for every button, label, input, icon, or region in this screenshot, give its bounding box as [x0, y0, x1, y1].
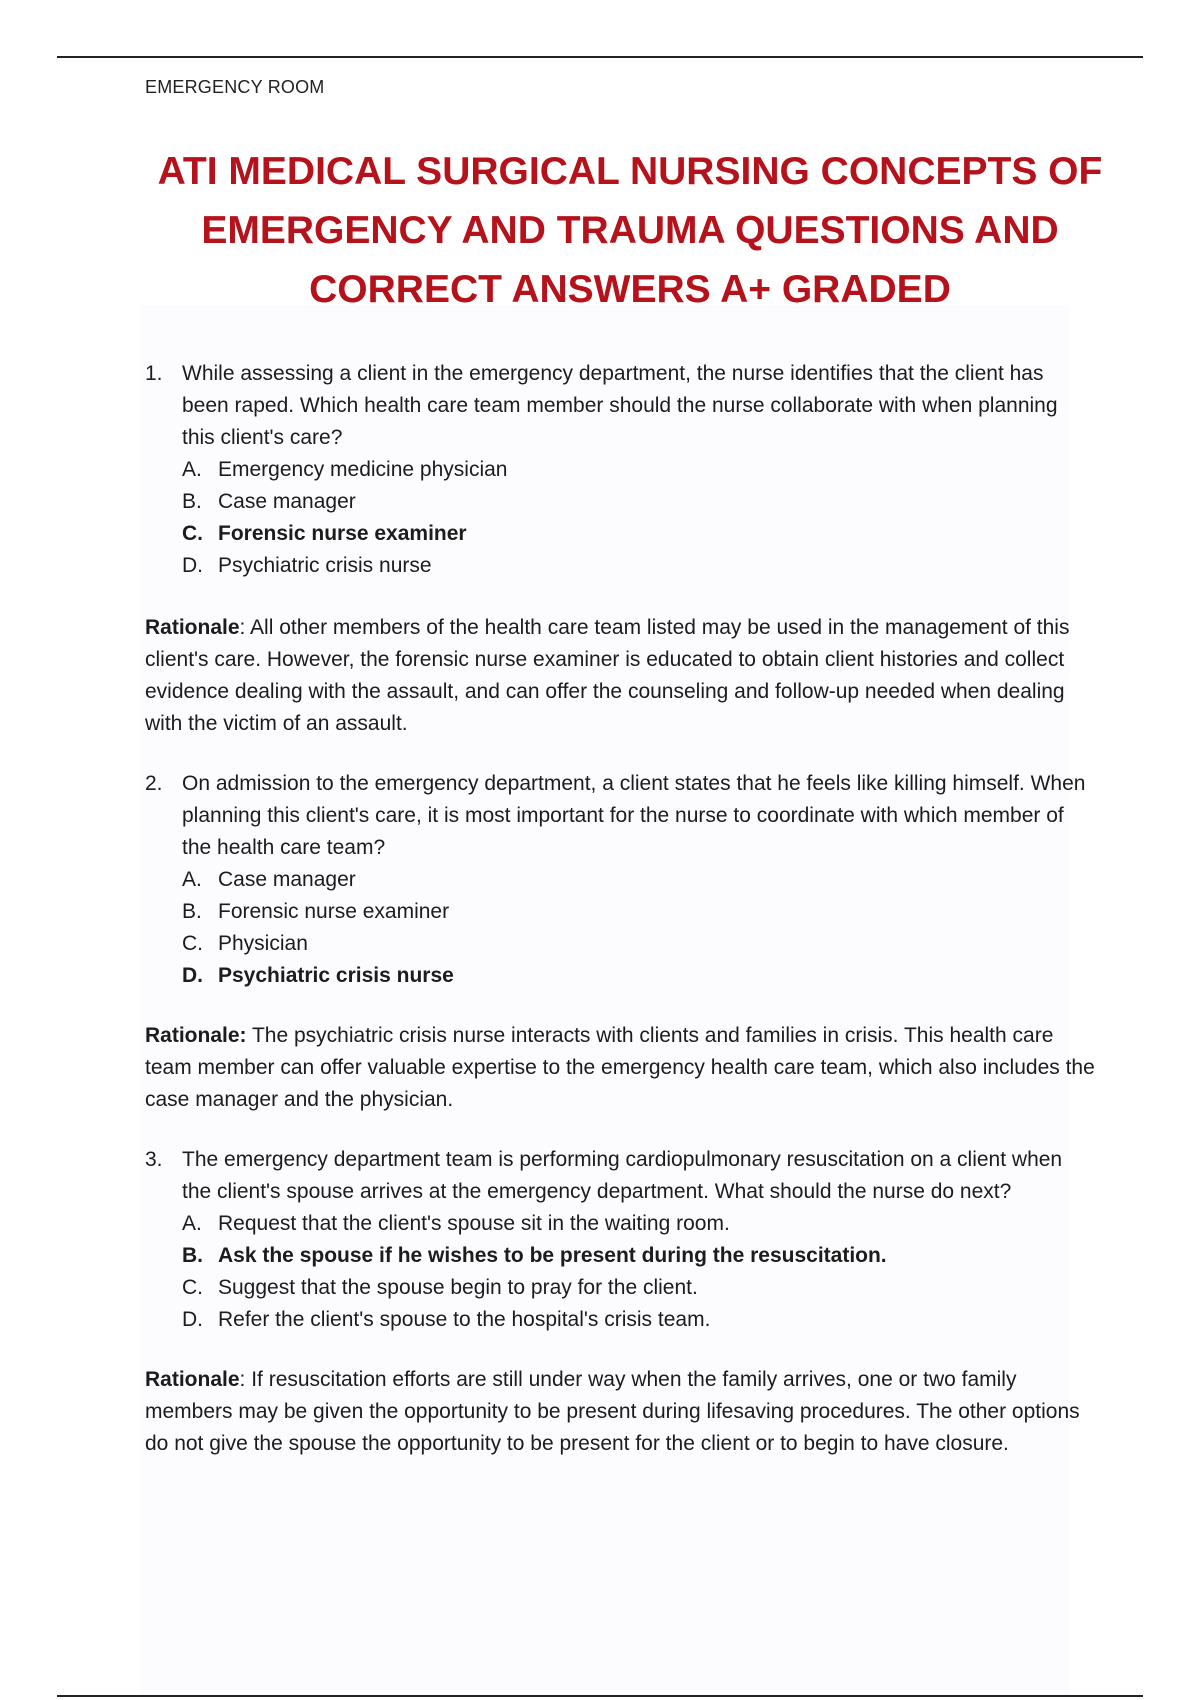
option-letter: B.: [182, 490, 202, 513]
spacer: [145, 740, 1095, 768]
option-c: [182, 1272, 1095, 1304]
answer-options: [182, 454, 1095, 582]
option-text: Refer the client's spouse to the hospital's crisis team.: [218, 1308, 711, 1331]
title-line: EMERGENCY AND TRAUMA QUESTIONS AND: [201, 209, 1059, 252]
question-3: [145, 1144, 1095, 1336]
bottom-rule: [57, 1695, 1143, 1697]
option-text: Case manager: [218, 868, 356, 891]
option-letter: C.: [182, 932, 203, 955]
rationale-2: [145, 1020, 1095, 1116]
option-a: [182, 454, 1095, 486]
spacer: [145, 582, 1095, 612]
document-title: [60, 142, 1200, 319]
question-stem: On admission to the emergency department, a client states that he feels like killing himself. When planning this client's care, it is most important for the nurse to coordinate with which member of the health care team?: [182, 772, 1086, 859]
option-text: Forensic nurse examiner: [218, 522, 467, 545]
option-text: Case manager: [218, 490, 356, 513]
question-1: [145, 358, 1095, 582]
option-text: Request that the client's spouse sit in the waiting room.: [218, 1212, 730, 1235]
question-stem: While assessing a client in the emergency department, the nurse identifies that the client has been raped. Which health care team member should the nurse collaborate with when planning this client's care?: [182, 362, 1058, 449]
option-letter: A.: [182, 868, 202, 891]
question-list: [145, 358, 1095, 1460]
option-letter: D.: [182, 1308, 203, 1331]
spacer: [145, 1336, 1095, 1364]
rationale-3: [145, 1364, 1095, 1460]
option-text: Suggest that the spouse begin to pray for the client.: [218, 1276, 698, 1299]
answer-options: [182, 864, 1095, 992]
option-a: [182, 864, 1095, 896]
option-text: Emergency medicine physician: [218, 458, 508, 481]
title-line: ATI MEDICAL SURGICAL NURSING CONCEPTS OF: [157, 150, 1103, 193]
spacer: [145, 992, 1095, 1020]
option-letter: B.: [182, 1244, 203, 1267]
option-letter: D.: [182, 554, 203, 577]
question-2: [145, 768, 1095, 992]
answer-options: [182, 1208, 1095, 1336]
option-text: Psychiatric crisis nurse: [218, 964, 454, 987]
option-text: Ask the spouse if he wishes to be present during the resuscitation.: [218, 1244, 887, 1267]
option-c-correct: [182, 518, 1095, 550]
question-number: 3.: [145, 1148, 163, 1171]
spacer: [145, 1116, 1095, 1144]
option-letter: A.: [182, 458, 202, 481]
question-stem: The emergency department team is performing cardiopulmonary resuscitation on a client when the client's spouse arrives at the emergency department. What should the nurse do next?: [182, 1148, 1063, 1203]
option-b-correct: [182, 1240, 1095, 1272]
rationale-1: [145, 612, 1095, 740]
option-b: [182, 896, 1095, 928]
rationale-label: Rationale:: [145, 1024, 247, 1047]
option-c: [182, 928, 1095, 960]
rationale-text: The psychiatric crisis nurse interacts with clients and families in crisis. This health care team member can offer valuable expertise to the emergency health care team, which also includes the case manager and the physician.: [145, 1024, 1095, 1111]
question-number: 1.: [145, 362, 163, 385]
option-d: [182, 1304, 1095, 1336]
option-text: Physician: [218, 932, 308, 955]
option-letter: A.: [182, 1212, 202, 1235]
option-letter: C.: [182, 522, 203, 545]
option-text: Forensic nurse examiner: [218, 900, 450, 923]
rationale-label: Rationale: [145, 1368, 240, 1391]
rationale-text: : If resuscitation efforts are still under way when the family arrives, one or two family members may be given the opportunity to be present during lifesaving procedures. The other options do not give the spouse the opportunity to be present for the client or to begin to have closure.: [145, 1368, 1080, 1455]
option-letter: D.: [182, 964, 203, 987]
option-letter: C.: [182, 1276, 203, 1299]
question-number: 2.: [145, 772, 163, 795]
option-letter: B.: [182, 900, 202, 923]
option-a: [182, 1208, 1095, 1240]
header-label: EMERGENCY ROOM: [145, 77, 325, 97]
option-b: [182, 486, 1095, 518]
top-rule: [57, 56, 1143, 58]
rationale-label: Rationale: [145, 616, 240, 639]
option-d-correct: [182, 960, 1095, 992]
title-line: CORRECT ANSWERS A+ GRADED: [309, 268, 951, 311]
option-text: Psychiatric crisis nurse: [218, 554, 432, 577]
rationale-text: : All other members of the health care team listed may be used in the management of this client's care. However, the forensic nurse examiner is educated to obtain client histories and collect evidence dealing with the assault, and can offer the counseling and follow-up needed when dealing with the victim of an assault.: [145, 616, 1070, 735]
option-d: [182, 550, 1095, 582]
